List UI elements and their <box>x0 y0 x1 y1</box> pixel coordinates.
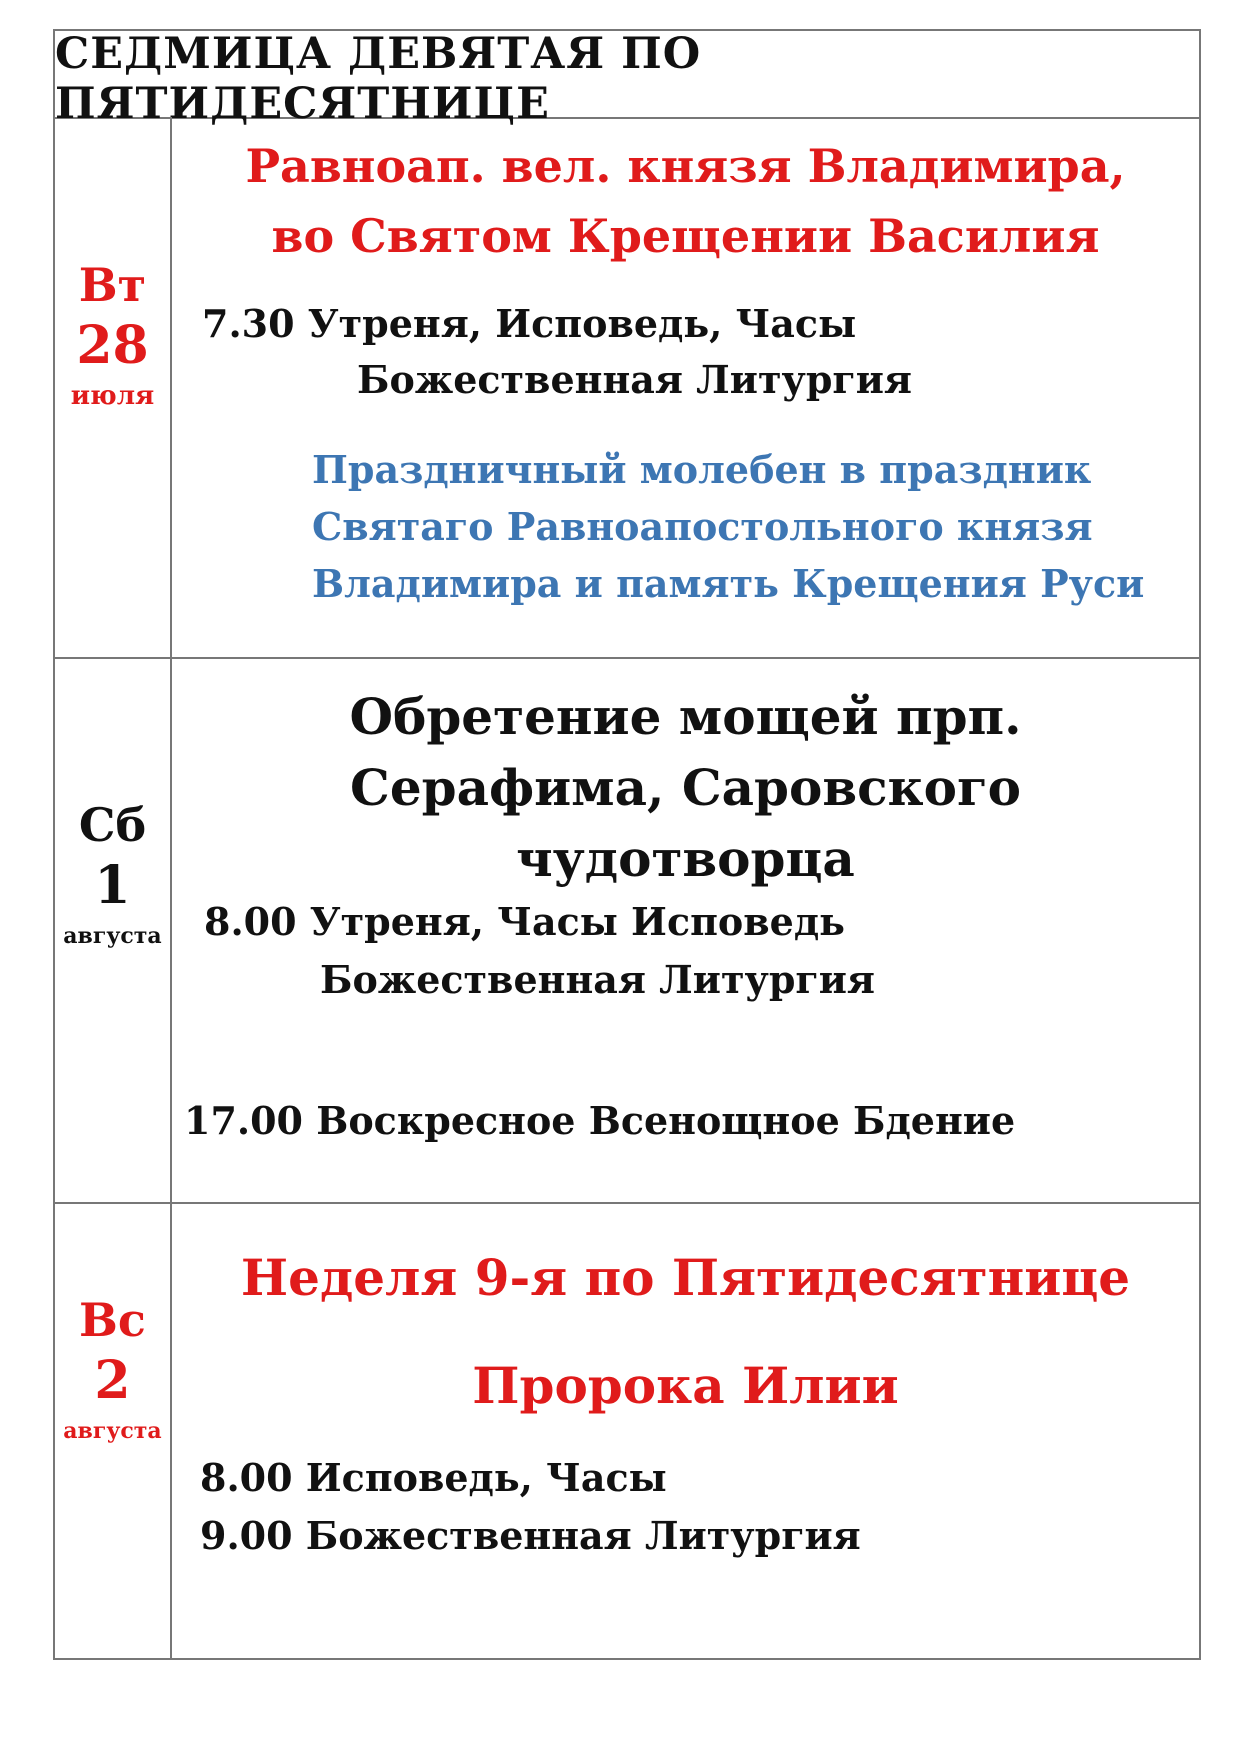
feast-line: Равноап. вел. князя Владимира, <box>245 139 1126 193</box>
schedule-sheet <box>53 29 1201 1660</box>
feast-title <box>172 131 1199 271</box>
feast-line: Серафима, Саровского <box>350 758 1021 817</box>
feast-line: Обретение мощей прп. <box>349 687 1022 746</box>
moleben-note <box>312 441 1144 612</box>
feast-title <box>172 681 1199 894</box>
feast-title <box>172 1224 1199 1440</box>
date-label <box>55 257 170 413</box>
note-line: Святаго Равноапостольного князя <box>312 504 1093 549</box>
feast-line: Пророка Илии <box>472 1356 899 1415</box>
day-number: 1 <box>94 855 131 916</box>
day-content <box>172 117 1199 657</box>
day-content <box>172 659 1199 1202</box>
service-line: 7.30 Утреня, Исповедь, Часы <box>202 301 857 346</box>
feast-line: чудотворца <box>516 829 855 888</box>
evening-service-line: 17.00 Воскресное Всенощное Бдение <box>184 1098 1016 1143</box>
service-line: Божественная Литургия <box>320 957 875 1002</box>
service-line: Божественная Литургия <box>357 357 912 402</box>
date-cell <box>55 1204 172 1658</box>
date-cell <box>55 117 172 657</box>
day-row-tuesday <box>55 117 1199 659</box>
service-line: 8.00 Утреня, Часы Исповедь <box>204 899 845 944</box>
date-label <box>55 797 170 953</box>
month-name: августа <box>63 923 162 949</box>
day-number: 2 <box>94 1350 131 1411</box>
date-cell <box>55 659 172 1202</box>
month-name: августа <box>63 1418 162 1444</box>
day-of-week: Вс <box>79 1293 146 1347</box>
day-row-sunday <box>55 1204 1199 1658</box>
schedule-header <box>55 29 1199 129</box>
page-title: СЕДМИЦА ДЕВЯТАЯ ПО ПЯТИДЕСЯТНИЦЕ <box>55 29 702 129</box>
day-content <box>172 1204 1199 1658</box>
service-line: 9.00 Божественная Литургия <box>200 1513 861 1558</box>
note-line: Владимира и память Крещения Руси <box>312 561 1145 606</box>
feast-line: во Святом Крещении Василия <box>271 209 1100 263</box>
service-line: 8.00 Исповедь, Часы <box>200 1455 667 1500</box>
month-name: июля <box>70 381 155 411</box>
note-line: Праздничный молебен в праздник <box>312 447 1092 492</box>
day-of-week: Сб <box>78 798 147 852</box>
day-row-saturday <box>55 659 1199 1204</box>
feast-line: Неделя 9-я по Пятидесятнице <box>240 1248 1131 1307</box>
day-of-week: Вт <box>78 258 147 312</box>
day-number: 28 <box>76 315 149 376</box>
date-label <box>55 1292 170 1448</box>
